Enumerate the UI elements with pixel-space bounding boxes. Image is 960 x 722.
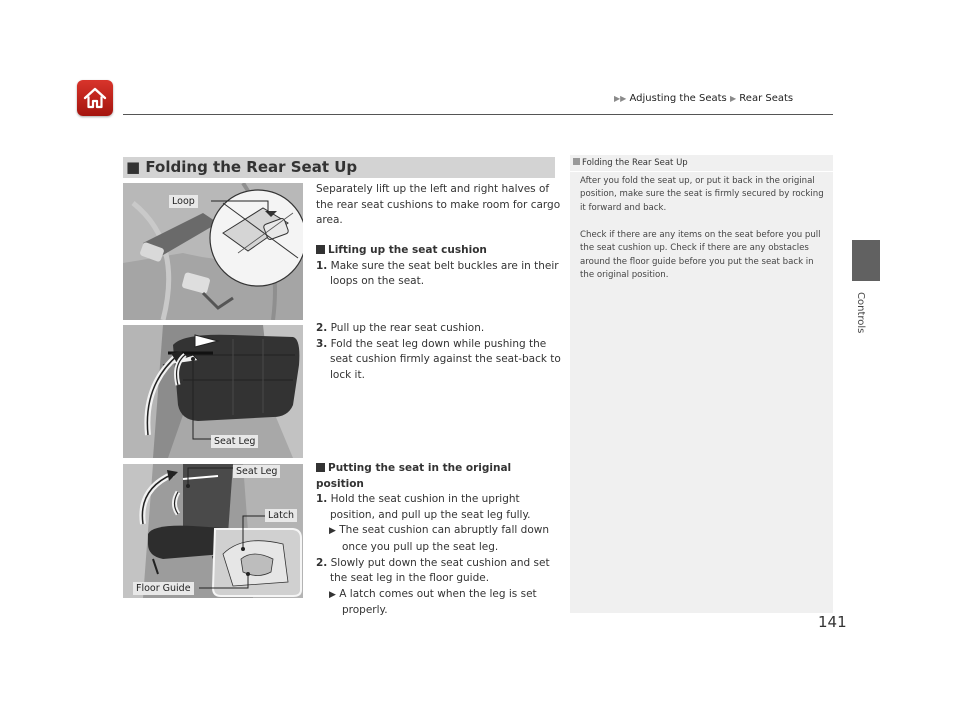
- side-tab-label: Controls: [855, 292, 866, 334]
- original-heading-text: Putting the seat in the original position: [316, 462, 512, 490]
- original-position-block: [316, 461, 562, 619]
- step-number: 1.: [316, 259, 328, 272]
- note-title-text: Folding the Rear Seat Up: [582, 158, 688, 168]
- side-tab[interactable]: [852, 240, 880, 281]
- step-text: Hold the seat cushion in the upright position, and pull up the seat leg fully.: [330, 493, 531, 521]
- callout-seat-leg: Seat Leg: [233, 465, 280, 478]
- note-reference-icon: [573, 158, 580, 165]
- step-text: Make sure the seat belt buckles are in their loops on the seat.: [330, 259, 559, 288]
- breadcrumb: [614, 93, 793, 104]
- section-title-text: Folding the Rear Seat Up: [145, 158, 358, 176]
- breadcrumb-item-rear-seats[interactable]: Rear Seats: [739, 93, 794, 104]
- section-square-icon: ■: [126, 158, 141, 176]
- step-number: 2.: [316, 322, 328, 334]
- note-divider: [570, 171, 833, 172]
- step-text: Fold the seat leg down while pushing the seat cushion firmly against the seat-back to lock it.: [330, 337, 561, 381]
- figure-fold-seat-leg: [123, 325, 303, 458]
- original-step-2: [316, 556, 562, 587]
- heading-square-icon: [316, 245, 325, 254]
- callout-latch: Latch: [265, 509, 297, 522]
- callout-floor-guide: Floor Guide: [133, 582, 194, 595]
- step-number: 2.: [316, 556, 328, 569]
- header-divider: [123, 114, 833, 115]
- step-number: 1.: [316, 493, 328, 506]
- step-text: Slowly put down the seat cushion and set the seat leg in the floor guide.: [330, 556, 550, 585]
- note-title[interactable]: [573, 158, 688, 168]
- heading-square-icon: [316, 463, 325, 472]
- figure-seat-belt-loop: [123, 183, 303, 320]
- result-arrow-icon: ▶: [329, 526, 336, 537]
- original-step-1-result: [316, 523, 562, 555]
- note-paragraph-2: Check if there are any items on the seat before you pull the seat cushion up. Check if there are any obstacles around the floor guide before you put the seat back in the original position.: [580, 230, 821, 280]
- callout-seat-leg: Seat Leg: [211, 435, 258, 448]
- lifting-block: [316, 243, 562, 290]
- callout-loop: Loop: [169, 195, 198, 208]
- lifting-step-3: [316, 337, 562, 384]
- page-number: 141: [818, 613, 847, 631]
- step-text: Pull up the rear seat cushion.: [330, 322, 485, 334]
- note-paragraph-1: After you fold the seat up, or put it back in the original position, make sure the seat is firmly secured by rocking it forward and back.: [580, 176, 824, 213]
- intro-text-block: [316, 182, 562, 229]
- breadcrumb-arrow-icon: ▶: [729, 94, 737, 103]
- breadcrumb-item-adjusting-seats[interactable]: Adjusting the Seats: [629, 93, 727, 104]
- lifting-step-1: [316, 259, 562, 290]
- original-step-1: [316, 492, 562, 523]
- result-text: The seat cushion can abruptly fall down once you pull up the seat leg.: [339, 524, 549, 553]
- section-title: [126, 158, 357, 176]
- step-number: 3.: [316, 337, 328, 350]
- original-position-illustration: [123, 464, 303, 598]
- original-heading: [316, 461, 562, 492]
- lifting-heading: [316, 243, 562, 259]
- result-arrow-icon: ▶: [329, 589, 336, 600]
- intro-paragraph: Separately lift up the left and right halves of the rear seat cushions to make room for cargo area.: [316, 183, 561, 227]
- breadcrumb-arrow-icon: ▶▶: [614, 94, 627, 103]
- lifting-step-2: [316, 321, 562, 337]
- result-text: A latch comes out when the leg is set properly.: [339, 587, 537, 617]
- figure-original-position: [123, 464, 303, 598]
- seat-belt-loop-illustration: [123, 183, 303, 320]
- home-icon: [82, 85, 108, 111]
- lifting-heading-text: Lifting up the seat cushion: [328, 244, 487, 256]
- lifting-steps-continued: [316, 321, 562, 383]
- note-panel: [570, 155, 833, 613]
- home-button[interactable]: [77, 80, 113, 116]
- original-step-2-result: [316, 587, 562, 619]
